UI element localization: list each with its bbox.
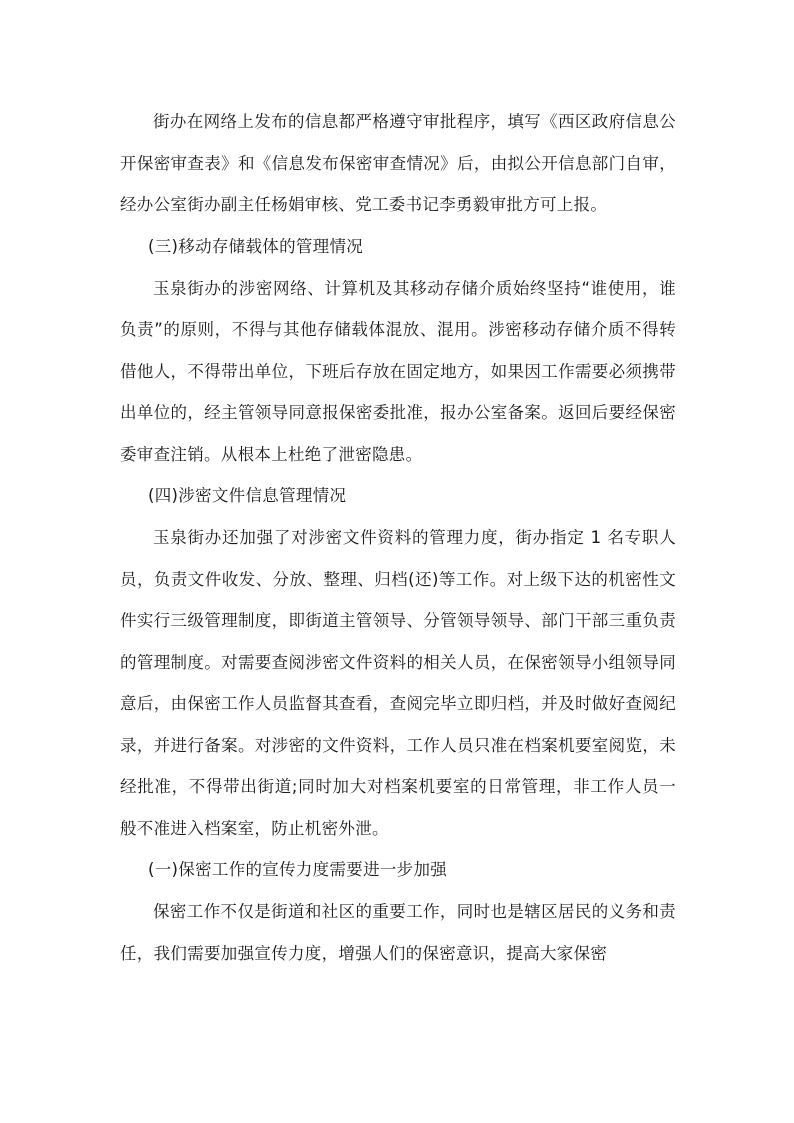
section-heading-mobile-storage: (三)移动存储载体的管理情况 xyxy=(148,236,364,256)
paragraph-mobile-storage: 玉泉街办的涉密网络、计算机及其移动存储介质始终坚持“谁使用，谁负责”的原则，不得与其他存储载体混放、混用。涉密移动存储介质不得转借他人，不得带出单位，下班后存放在固定地方，如果因工作需要必须携带出单位的，经主管领导同意报保密委批准，报办公室备案。返回后要经保密委审查注销。从根本上杜绝了泄密隐患。 xyxy=(120,278,676,464)
paragraph-classified-files: 玉泉街办还加强了对涉密文件资料的管理力度，街办指定 1 名专职人员，负责文件收发、分放、整理、归档(还)等工作。对上级下达的机密性文件实行三级管理制度，即街道主管领导、分管领导领导、部门干部三重负责的管理制度。对需要查阅涉密文件资料的相关人员，在保密领导小组领导同意后，由保密工作人员监督其查看，查阅完毕立即归档，并及时做好查阅纪录，并进行备案。对涉密的文件资料，工作人员只准在档案机要室阅览，未经批准，不得带出街道;同时加大对档案机要室的日常管理，非工作人员一般不准进入档案室，防止机密外泄。 xyxy=(120,528,676,838)
paragraph-info-release-approval: 街办在网络上发布的信息都严格遵守审批程序，填写《西区政府信息公开保密审查表》和《信息发布保密审查情况》后，由拟公开信息部门自审，经办公室街办副主任杨娟审核、党工委书记李勇毅审批方可上报。 xyxy=(120,112,676,214)
paragraph-publicity: 保密工作不仅是街道和社区的重要工作，同时也是辖区居民的义务和责任，我们需要加强宣传力度，增强人们的保密意识，提高大家保密 xyxy=(120,902,676,963)
section-heading-classified-files: (四)涉密文件信息管理情况 xyxy=(148,486,347,505)
document-body xyxy=(120,101,676,974)
section-heading-publicity: (一)保密工作的宣传力度需要进一步加强 xyxy=(148,860,448,879)
